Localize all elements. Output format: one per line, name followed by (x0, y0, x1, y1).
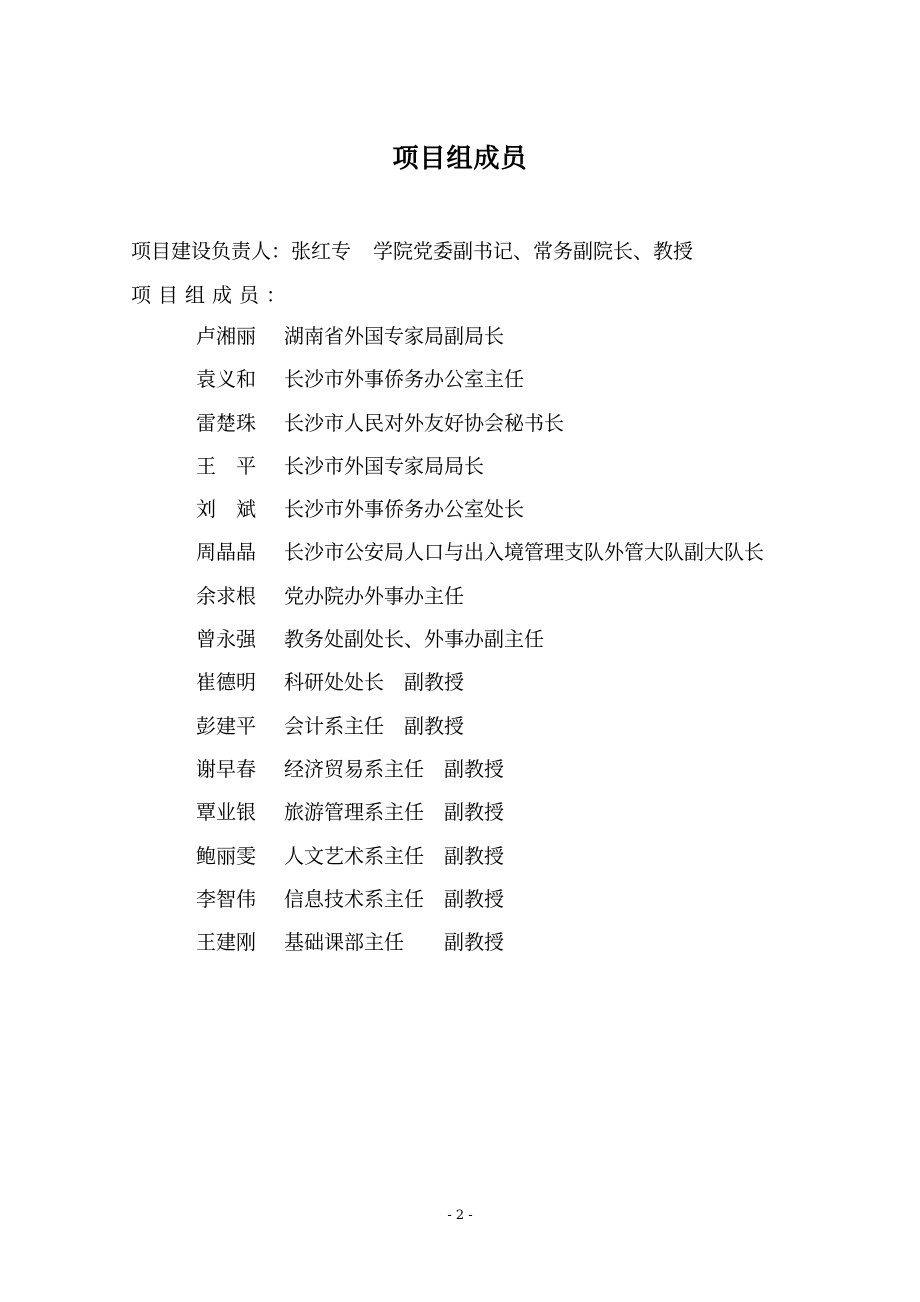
member-role: 旅游管理系主任 副教授 (284, 800, 504, 825)
member-role: 信息技术系主任 副教授 (284, 886, 504, 911)
member-name: 卢湘丽 (196, 324, 256, 348)
member-row (196, 885, 876, 928)
member-role: 长沙市人民对外友好协会秘书长 (284, 410, 564, 435)
member-role: 长沙市公安局人口与出入境管理支队外管大队副大队长 (284, 540, 764, 565)
member-row (196, 538, 876, 581)
member-role: 经济贸易系主任 副教授 (284, 756, 504, 781)
member-name: 周晶晶 (196, 540, 256, 565)
member-name: 曾永强 (196, 627, 256, 652)
members-list (196, 322, 876, 971)
member-role: 教务处副处长、外事办副主任 (284, 627, 544, 652)
member-row (196, 322, 876, 365)
member-name: 彭建平 (196, 713, 256, 738)
member-row (196, 668, 876, 711)
member-row (196, 582, 876, 625)
member-name: 余求根 (196, 583, 256, 608)
member-row (196, 842, 876, 885)
member-role: 长沙市外事侨务办公室处长 (284, 497, 524, 522)
member-row (196, 928, 876, 971)
member-name: 崔德明 (196, 670, 256, 695)
member-name: 袁义和 (196, 367, 256, 392)
member-name: 王 平 (196, 453, 256, 478)
member-role: 会计系主任 副教授 (284, 713, 464, 738)
member-role: 湖南省外国专家局副局长 (284, 324, 504, 348)
member-row (196, 755, 876, 798)
project-lead-label: 项目建设负责人：张红专 (131, 239, 351, 263)
member-role: 科研处处长 副教授 (284, 670, 464, 695)
member-role: 人文艺术系主任 副教授 (284, 843, 504, 868)
member-row (196, 409, 876, 452)
member-name: 王建刚 (196, 930, 256, 955)
member-name: 刘 斌 (196, 497, 256, 522)
member-name: 谢早春 (196, 756, 256, 781)
member-name: 鲍丽雯 (196, 843, 256, 868)
member-name: 覃业银 (196, 800, 256, 825)
member-role: 长沙市外国专家局局长 (284, 453, 484, 478)
project-lead-role: 学院党委副书记、常务副院长、教授 (373, 239, 693, 263)
member-role: 党办院办外事办主任 (284, 583, 464, 608)
member-row (196, 495, 876, 538)
member-row (196, 625, 876, 668)
member-row (196, 712, 876, 755)
member-name: 李智伟 (196, 886, 256, 911)
members-label: 项目组成员： (131, 283, 293, 307)
page-title: 项目组成员 (392, 144, 528, 174)
member-role: 基础课部主任 副教授 (284, 930, 504, 955)
project-lead-line (131, 235, 693, 264)
member-name: 雷楚珠 (196, 410, 256, 435)
member-row (196, 452, 876, 495)
page-number: - 2 - (447, 1208, 473, 1223)
member-row (196, 798, 876, 841)
member-row (196, 365, 876, 408)
member-role: 长沙市外事侨务办公室主任 (284, 367, 524, 392)
